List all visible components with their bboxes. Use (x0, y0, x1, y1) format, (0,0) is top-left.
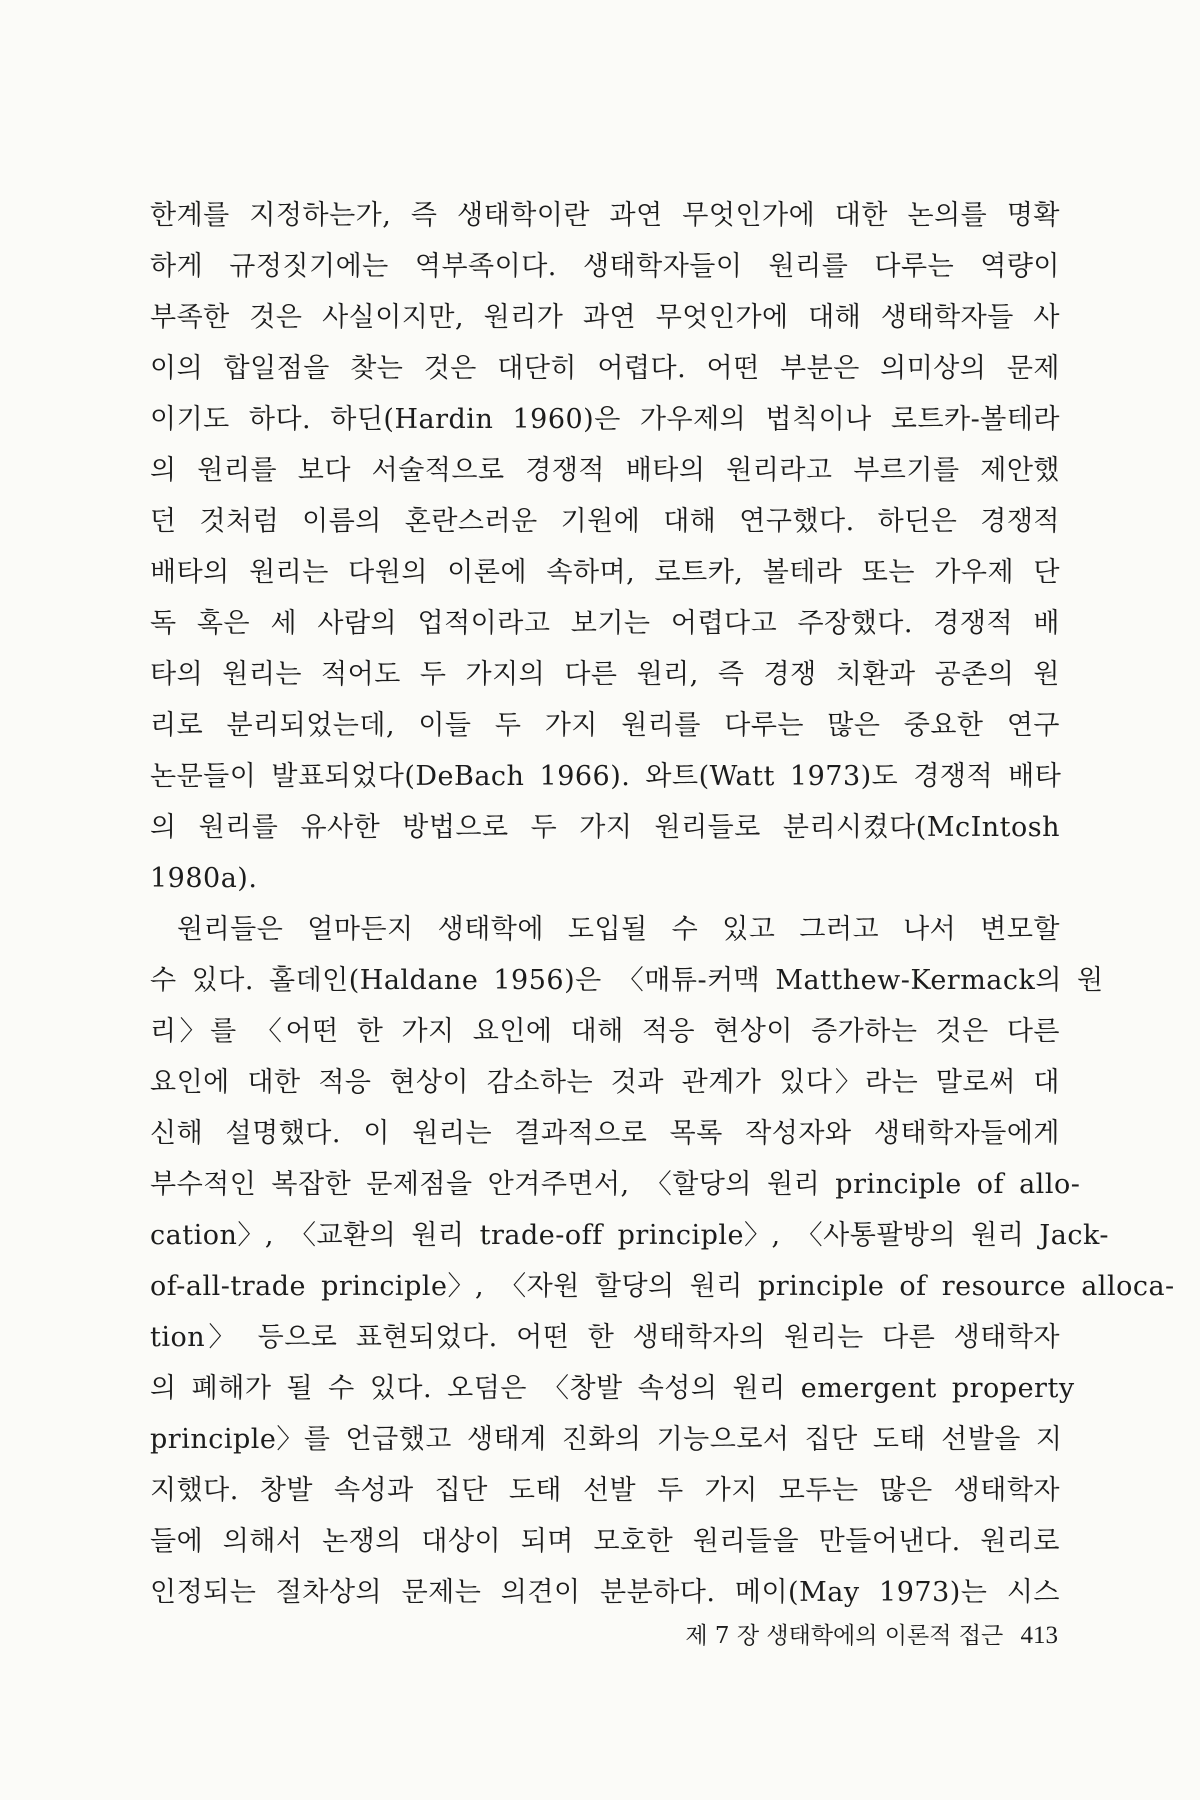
text-line: 들에 의해서 논쟁의 대상이 되며 모호한 원리들을 만들어낸다. 원리로 (150, 1526, 1060, 1557)
text-line: tion〉 등으로 표현되었다. 어떤 한 생태학자의 원리는 다른 생태학자 (150, 1322, 1060, 1353)
text-line: 지했다. 창발 속성과 집단 도태 선발 두 가지 모두는 많은 생태학자 (150, 1475, 1060, 1506)
text-line: 의 원리를 유사한 방법으로 두 가지 원리들로 분리시켰다(McIntosh (150, 812, 1060, 843)
paragraph-1 (150, 190, 1060, 904)
text-line: 의 원리를 보다 서술적으로 경쟁적 배타의 원리라고 부르기를 제안했 (150, 455, 1060, 486)
text-line: 부족한 것은 사실이지만, 원리가 과연 무엇인가에 대해 생태학자들 사 (150, 302, 1060, 333)
text-line: 타의 원리는 적어도 두 가지의 다른 원리, 즉 경쟁 치환과 공존의 원 (150, 659, 1060, 690)
page-number: 413 (1020, 1622, 1058, 1649)
text-line: 신해 설명했다. 이 원리는 결과적으로 목록 작성자와 생태학자들에게 (150, 1118, 1060, 1149)
text-line: 배타의 원리는 다원의 이론에 속하며, 로트카, 볼테라 또는 가우제 단 (150, 557, 1060, 588)
text-line: 부수적인 복잡한 문제점을 안겨주면서, 〈할당의 원리 principle of allo- (150, 1169, 1081, 1200)
text-line: 논문들이 발표되었다(DeBach 1966). 와트(Watt 1973)도 경쟁적 배타 (150, 761, 1062, 792)
text-line: 하게 규정짓기에는 역부족이다. 생태학자들이 원리를 다루는 역량이 (150, 251, 1060, 282)
text-line: cation〉, 〈교환의 원리 trade-off principle〉, 〈사통팔방의 원리 Jack- (150, 1220, 1109, 1251)
text-line: of-all-trade principle〉, 〈자원 할당의 원리 principle of resource alloca- (150, 1271, 1175, 1302)
text-line: 1980a). (150, 863, 258, 894)
chapter-title: 제 7 장 생태학에의 이론적 접근 (685, 1623, 1004, 1649)
text-line: 이의 합일점을 찾는 것은 대단히 어렵다. 어떤 부분은 의미상의 문제 (150, 353, 1060, 384)
text-line: 리〉를 〈어떤 한 가지 요인에 대해 적응 현상이 증가하는 것은 다른 (150, 1016, 1060, 1047)
text-line: 요인에 대한 적응 현상이 감소하는 것과 관계가 있다〉라는 말로써 대 (150, 1067, 1060, 1098)
text-line: 원리들은 얼마든지 생태학에 도입될 수 있고 그러고 나서 변모할 (177, 914, 1060, 945)
text-line: 의 폐해가 될 수 있다. 오덤은 〈창발 속성의 원리 emergent property (150, 1373, 1075, 1404)
text-line: 독 혹은 세 사람의 업적이라고 보기는 어렵다고 주장했다. 경쟁적 배 (150, 608, 1060, 639)
text-line: 리로 분리되었는데, 이들 두 가지 원리를 다루는 많은 중요한 연구 (150, 710, 1060, 741)
paragraph-2 (150, 904, 1175, 1618)
running-footer (685, 1617, 1058, 1650)
body-text (150, 190, 1175, 1618)
text-line: principle〉를 언급했고 생태계 진화의 기능으로서 집단 도태 선발을 지 (150, 1424, 1063, 1455)
text-line: 한계를 지정하는가, 즉 생태학이란 과연 무엇인가에 대한 논의를 명확 (150, 200, 1060, 231)
text-line: 이기도 하다. 하딘(Hardin 1960)은 가우제의 법칙이나 로트카-볼테라 (150, 404, 1060, 435)
text-line: 인정되는 절차상의 문제는 의견이 분분하다. 메이(May 1973)는 시스 (150, 1577, 1060, 1608)
text-line: 던 것처럼 이름의 혼란스러운 기원에 대해 연구했다. 하딘은 경쟁적 (150, 506, 1060, 537)
text-line: 수 있다. 홀데인(Haldane 1956)은 〈매튜-커맥 Matthew-Kermack의 원 (150, 965, 1104, 996)
